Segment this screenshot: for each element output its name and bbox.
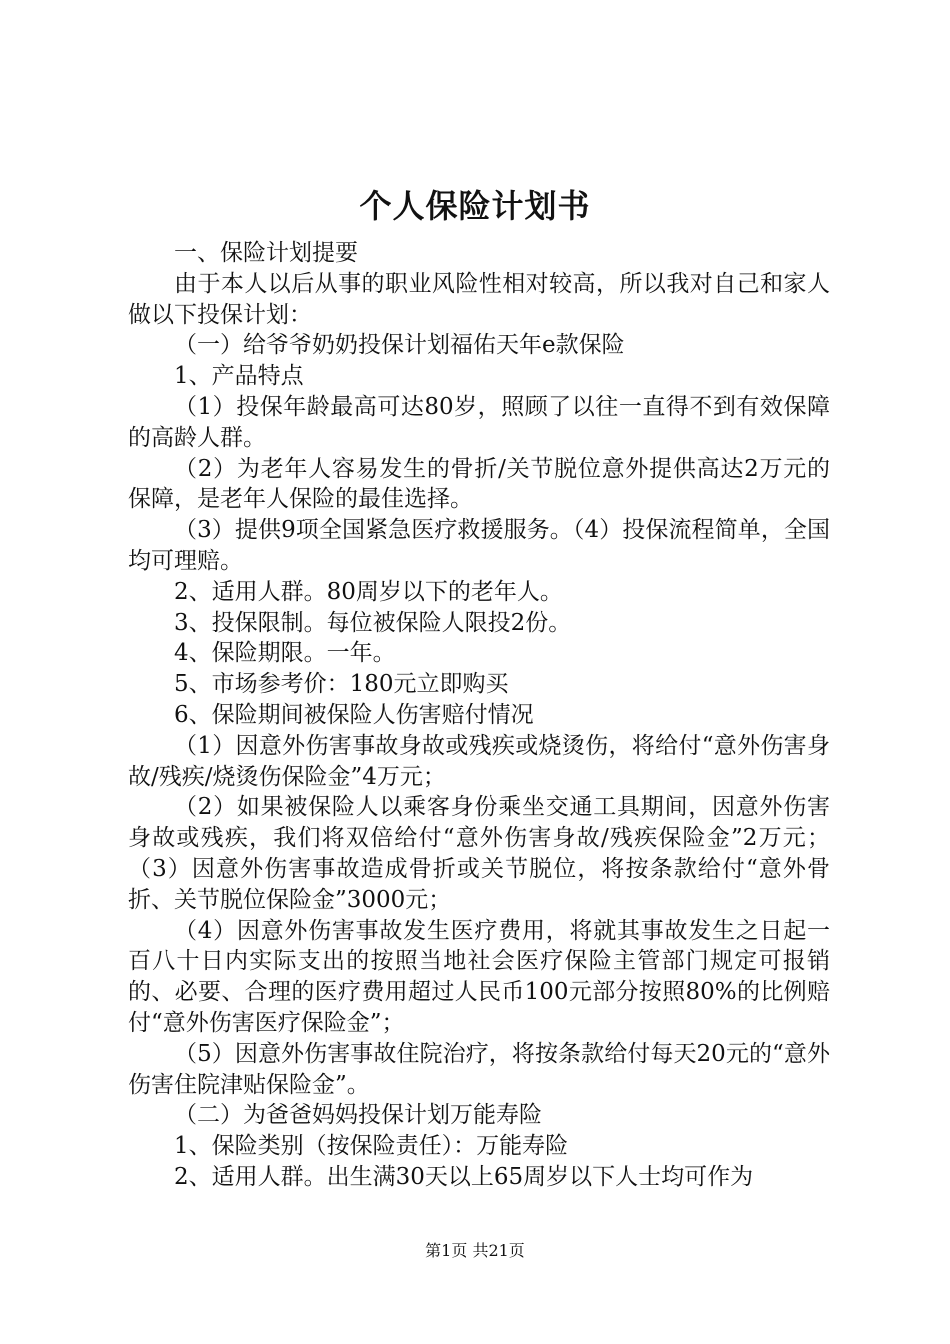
paragraph: 一、保险计划提要: [174, 240, 358, 266]
document-title: 个人保险计划书: [359, 187, 591, 225]
paragraph: （1）投保年龄最高可达80岁，照顾了以往一直得不到有效保障的高龄人群。: [128, 393, 830, 451]
paragraph: 6、保险期间被保险人伤害赔付情况: [174, 701, 534, 728]
paragraph: 1、保险类别（按保险责任）：万能寿险: [174, 1133, 569, 1160]
paragraph: （1）因意外伤害事故身故或残疾或烧烫伤，将给付“意外伤害身故/残疾/烧烫伤保险金”4万元；: [128, 732, 830, 790]
paragraph: （2）如果被保险人以乘客身份乘坐交通工具期间，因意外伤害身故或残疾，我们将双倍给付“意外伤害身故/残疾保险金”2万元；（3）因意外伤害事故造成骨折或关节脱位，将按条款给付“意外骨折、关节脱位保险金”3000元；: [128, 794, 830, 913]
paragraph: （2）为老年人容易发生的骨折/关节脱位意外提供高达2万元的保障，是老年人保险的最佳选择。: [128, 455, 830, 513]
paragraph: 5、市场参考价：180元立即购买: [174, 671, 509, 698]
document-body: [128, 238, 830, 1193]
page-footer: 第1页 共21页: [425, 1241, 525, 1260]
paragraph: 由于本人以后从事的职业风险性相对较高，所以我对自己和家人做以下投保计划：: [128, 270, 830, 328]
paragraph: （一）给爷爷奶奶投保计划福佑天年e款保险: [174, 332, 625, 359]
paragraph: 1、产品特点: [174, 363, 304, 390]
paragraph: （4）因意外伤害事故发生医疗费用，将就其事故发生之日起一百八十日内实际支出的按照当地社会医疗保险主管部门规定可报销的、必要、合理的医疗费用超过人民币100元部分按照80%的比例赔付“意外伤害医疗保险金”；: [128, 917, 830, 1036]
paragraph: 2、适用人群。出生满30天以上65周岁以下人士均可作为: [174, 1163, 754, 1190]
paragraph: 2、适用人群。80周岁以下的老年人。: [174, 578, 563, 605]
paragraph: 3、投保限制。每位被保险人限投2份。: [174, 609, 572, 636]
paragraph: 4、保险期限。一年。: [174, 640, 396, 667]
paragraph: （3）提供9项全国紧急医疗救援服务。（4）投保流程简单，全国均可理赔。: [128, 517, 830, 574]
paragraph: （二）为爸爸妈妈投保计划万能寿险: [174, 1102, 542, 1129]
paragraph: （5）因意外伤害事故住院治疗，将按条款给付每天20元的“意外伤害住院津贴保险金”。: [128, 1040, 830, 1098]
